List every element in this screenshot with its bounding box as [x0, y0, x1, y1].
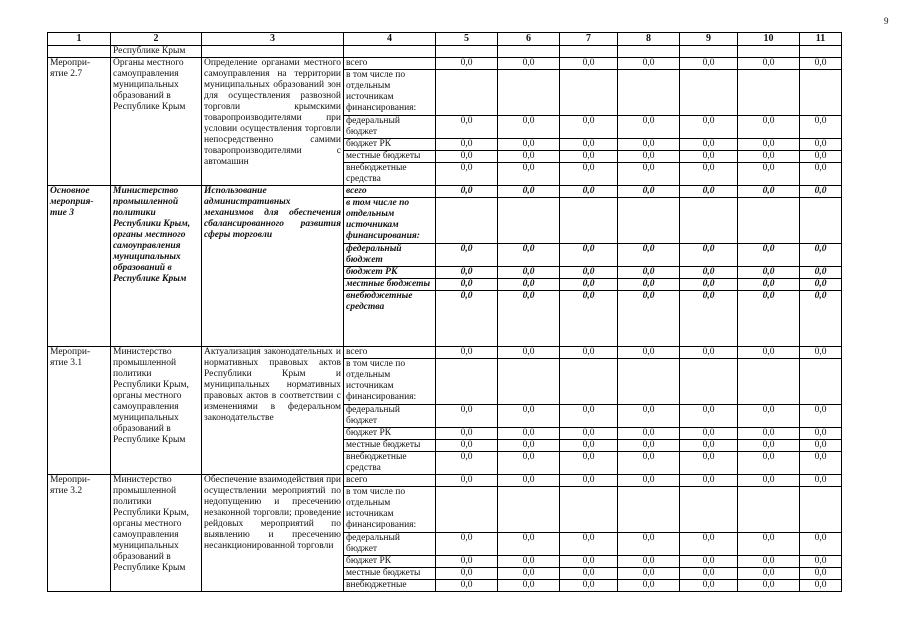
amount-cell: 0,0: [800, 163, 842, 186]
amount-cell: 0,0: [436, 244, 498, 267]
amount-cell: 0,0: [560, 347, 618, 359]
amount-cell: 0,0: [560, 116, 618, 139]
amount-cell: 0,0: [436, 428, 498, 440]
funding-source: всего: [344, 186, 436, 198]
amount-cell: 0,0: [738, 139, 800, 151]
amount-cell: 0,0: [436, 568, 498, 580]
funding-source: федеральный бюджет: [344, 116, 436, 139]
funding-source: внебюджетные средства: [344, 163, 436, 186]
amount-cell: 0,0: [436, 151, 498, 163]
amount-cell: 0,0: [800, 475, 842, 487]
event-description: Обеспечение взаимодействия при осуществлении мероприятий по недопущению и пресечению незаконной торговли; проведение рейдовых мероприятий по выявлению и пресечению несанкционированной торговли: [202, 475, 344, 592]
amount-cell: 0,0: [800, 533, 842, 556]
continuation-cell: [202, 46, 344, 58]
amount-cell: 0,0: [618, 347, 680, 359]
amount-cell: [498, 70, 560, 116]
amount-cell: 0,0: [498, 452, 560, 475]
table-row: [48, 58, 842, 70]
amount-cell: [436, 359, 498, 405]
amount-cell: 0,0: [498, 440, 560, 452]
amount-cell: 0,0: [498, 139, 560, 151]
amount-cell: 0,0: [498, 116, 560, 139]
funding-source: внебюджетные средства: [344, 452, 436, 475]
table-row: [48, 347, 842, 359]
continuation-cell: [344, 46, 436, 58]
amount-cell: [560, 359, 618, 405]
amount-cell: 0,0: [618, 163, 680, 186]
amount-cell: 0,0: [618, 244, 680, 267]
amount-cell: 0,0: [498, 186, 560, 198]
continuation-text: Республике Крым: [111, 46, 202, 58]
funding-source: местные бюджеты: [344, 151, 436, 163]
amount-cell: 0,0: [738, 116, 800, 139]
amount-cell: 0,0: [738, 291, 800, 347]
continuation-cell: [680, 46, 738, 58]
continuation-cell: [48, 46, 111, 58]
amount-cell: 0,0: [618, 533, 680, 556]
amount-cell: 0,0: [498, 267, 560, 279]
header-cell: 9: [680, 33, 738, 46]
amount-cell: 0,0: [436, 58, 498, 70]
amount-cell: 0,0: [560, 405, 618, 428]
amount-cell: 0,0: [680, 452, 738, 475]
amount-cell: 0,0: [680, 428, 738, 440]
amount-cell: 0,0: [618, 452, 680, 475]
amount-cell: 0,0: [560, 163, 618, 186]
amount-cell: 0,0: [498, 151, 560, 163]
amount-cell: 0,0: [800, 405, 842, 428]
amount-cell: 0,0: [800, 139, 842, 151]
amount-cell: 0,0: [680, 291, 738, 347]
amount-cell: 0,0: [436, 279, 498, 291]
amount-cell: [738, 70, 800, 116]
amount-cell: 0,0: [738, 580, 800, 592]
amount-cell: 0,0: [560, 428, 618, 440]
continuation-cell: [498, 46, 560, 58]
amount-cell: 0,0: [680, 405, 738, 428]
funding-source: в том числе по отдельным источникам финансирования:: [344, 198, 436, 244]
amount-cell: 0,0: [436, 580, 498, 592]
responsible-executor: Органы местного самоуправления муниципальных образований в Республике Крым: [111, 58, 202, 186]
amount-cell: 0,0: [436, 186, 498, 198]
page-number: 9: [884, 16, 889, 26]
amount-cell: 0,0: [618, 291, 680, 347]
amount-cell: 0,0: [560, 452, 618, 475]
amount-cell: [436, 198, 498, 244]
amount-cell: 0,0: [618, 440, 680, 452]
amount-cell: 0,0: [680, 139, 738, 151]
funding-source: бюджет РК: [344, 139, 436, 151]
amount-cell: 0,0: [436, 139, 498, 151]
amount-cell: 0,0: [560, 475, 618, 487]
amount-cell: 0,0: [738, 186, 800, 198]
amount-cell: [738, 487, 800, 533]
amount-cell: [680, 487, 738, 533]
event-description: Определение органами местного самоуправления на территории муниципальных образований зон для осуществления развозной торговли крымскими товаропроизводителями при условии осуществления торговли непосредственно самими товаропроизводителями с автомашин: [202, 58, 344, 186]
amount-cell: 0,0: [498, 163, 560, 186]
amount-cell: 0,0: [618, 186, 680, 198]
continuation-cell: [800, 46, 842, 58]
amount-cell: 0,0: [560, 533, 618, 556]
amount-cell: [800, 70, 842, 116]
amount-cell: 0,0: [436, 116, 498, 139]
header-cell: 1: [48, 33, 111, 46]
amount-cell: [618, 198, 680, 244]
amount-cell: 0,0: [680, 244, 738, 267]
amount-cell: [800, 359, 842, 405]
amount-cell: [680, 70, 738, 116]
amount-cell: 0,0: [680, 556, 738, 568]
amount-cell: 0,0: [800, 186, 842, 198]
amount-cell: 0,0: [560, 186, 618, 198]
amount-cell: 0,0: [800, 279, 842, 291]
amount-cell: 0,0: [738, 347, 800, 359]
funding-source: в том числе по отдельным источникам финансирования:: [344, 487, 436, 533]
financing-table: [47, 32, 842, 592]
amount-cell: 0,0: [498, 568, 560, 580]
event-description: Использование административных механизмов для обеспечения сбалансированного развития сферы торговли: [202, 186, 344, 347]
amount-cell: [618, 359, 680, 405]
event-number: Основное мероприя- тие 3: [48, 186, 111, 347]
amount-cell: [498, 359, 560, 405]
funding-source: местные бюджеты: [344, 440, 436, 452]
amount-cell: 0,0: [436, 405, 498, 428]
amount-cell: 0,0: [560, 58, 618, 70]
amount-cell: 0,0: [800, 267, 842, 279]
amount-cell: 0,0: [436, 452, 498, 475]
amount-cell: 0,0: [738, 405, 800, 428]
amount-cell: 0,0: [680, 440, 738, 452]
funding-source: федеральный бюджет: [344, 244, 436, 267]
amount-cell: [498, 487, 560, 533]
amount-cell: [680, 359, 738, 405]
funding-source: бюджет РК: [344, 556, 436, 568]
amount-cell: 0,0: [436, 163, 498, 186]
amount-cell: 0,0: [680, 568, 738, 580]
amount-cell: 0,0: [738, 475, 800, 487]
amount-cell: 0,0: [436, 533, 498, 556]
funding-source: всего: [344, 58, 436, 70]
amount-cell: 0,0: [800, 440, 842, 452]
amount-cell: 0,0: [560, 244, 618, 267]
continuation-cell: [738, 46, 800, 58]
amount-cell: 0,0: [618, 116, 680, 139]
amount-cell: 0,0: [618, 267, 680, 279]
amount-cell: 0,0: [560, 556, 618, 568]
amount-cell: 0,0: [618, 139, 680, 151]
amount-cell: 0,0: [560, 580, 618, 592]
amount-cell: 0,0: [498, 475, 560, 487]
amount-cell: 0,0: [618, 428, 680, 440]
header-cell: 2: [111, 33, 202, 46]
amount-cell: [680, 198, 738, 244]
amount-cell: [800, 198, 842, 244]
table-row: [48, 475, 842, 487]
funding-source: внебюджетные средства: [344, 291, 436, 347]
amount-cell: 0,0: [560, 139, 618, 151]
amount-cell: [618, 70, 680, 116]
amount-cell: 0,0: [618, 580, 680, 592]
amount-cell: 0,0: [618, 475, 680, 487]
header-cell: 4: [344, 33, 436, 46]
continuation-cell: [560, 46, 618, 58]
amount-cell: 0,0: [498, 405, 560, 428]
amount-cell: 0,0: [800, 244, 842, 267]
amount-cell: 0,0: [618, 151, 680, 163]
amount-cell: 0,0: [680, 163, 738, 186]
amount-cell: [738, 359, 800, 405]
amount-cell: 0,0: [680, 186, 738, 198]
amount-cell: 0,0: [800, 428, 842, 440]
amount-cell: 0,0: [618, 58, 680, 70]
funding-source: федеральный бюджет: [344, 533, 436, 556]
amount-cell: 0,0: [738, 452, 800, 475]
amount-cell: 0,0: [560, 151, 618, 163]
amount-cell: [436, 487, 498, 533]
amount-cell: 0,0: [560, 291, 618, 347]
amount-cell: 0,0: [498, 244, 560, 267]
amount-cell: 0,0: [738, 568, 800, 580]
event-number: Меропри- ятие 3.2: [48, 475, 111, 592]
amount-cell: 0,0: [680, 151, 738, 163]
funding-source: бюджет РК: [344, 428, 436, 440]
responsible-executor: Министерство промышленной политики Республики Крым, органы местного самоуправления муниципальных образований в Республике Крым: [111, 475, 202, 592]
funding-source: местные бюджеты: [344, 568, 436, 580]
amount-cell: [560, 198, 618, 244]
header-cell: 10: [738, 33, 800, 46]
amount-cell: 0,0: [738, 58, 800, 70]
amount-cell: 0,0: [560, 440, 618, 452]
amount-cell: [800, 487, 842, 533]
amount-cell: 0,0: [436, 556, 498, 568]
responsible-executor: Министерство промышленной политики Республики Крым, органы местного самоуправления муниципальных образований в Республике Крым: [111, 186, 202, 347]
amount-cell: 0,0: [680, 58, 738, 70]
header-cell: 6: [498, 33, 560, 46]
amount-cell: 0,0: [680, 533, 738, 556]
amount-cell: 0,0: [680, 267, 738, 279]
amount-cell: 0,0: [436, 291, 498, 347]
funding-source: в том числе по отдельным источникам финансирования:: [344, 359, 436, 405]
funding-source: всего: [344, 347, 436, 359]
header-cell: 3: [202, 33, 344, 46]
amount-cell: 0,0: [680, 580, 738, 592]
amount-cell: [618, 487, 680, 533]
amount-cell: 0,0: [618, 279, 680, 291]
continuation-row: [48, 46, 842, 58]
funding-source: внебюджетные: [344, 580, 436, 592]
amount-cell: 0,0: [738, 556, 800, 568]
funding-source: местные бюджеты: [344, 279, 436, 291]
amount-cell: 0,0: [436, 347, 498, 359]
amount-cell: 0,0: [560, 568, 618, 580]
amount-cell: 0,0: [680, 347, 738, 359]
amount-cell: 0,0: [498, 279, 560, 291]
event-description: Актуализация законодательных и нормативных правовых актов Республики Крым и муниципальных нормативных правовых актов в соответствии с изменениями в федеральном законодательстве: [202, 347, 344, 475]
funding-source: в том числе по отдельным источникам финансирования:: [344, 70, 436, 116]
amount-cell: 0,0: [800, 568, 842, 580]
amount-cell: 0,0: [680, 116, 738, 139]
amount-cell: 0,0: [498, 556, 560, 568]
header-cell: 11: [800, 33, 842, 46]
funding-source: бюджет РК: [344, 267, 436, 279]
amount-cell: 0,0: [618, 556, 680, 568]
amount-cell: 0,0: [560, 279, 618, 291]
amount-cell: 0,0: [498, 533, 560, 556]
funding-source: федеральный бюджет: [344, 405, 436, 428]
amount-cell: 0,0: [738, 533, 800, 556]
header-cell: 7: [560, 33, 618, 46]
responsible-executor: Министерство промышленной политики Республики Крым, органы местного самоуправления муниципальных образований в Республике Крым: [111, 347, 202, 475]
continuation-cell: [618, 46, 680, 58]
amount-cell: 0,0: [436, 440, 498, 452]
amount-cell: 0,0: [800, 58, 842, 70]
amount-cell: 0,0: [738, 440, 800, 452]
amount-cell: [560, 70, 618, 116]
amount-cell: 0,0: [738, 163, 800, 186]
amount-cell: 0,0: [800, 556, 842, 568]
event-number: Меропри- ятие 3.1: [48, 347, 111, 475]
amount-cell: 0,0: [738, 244, 800, 267]
amount-cell: [498, 198, 560, 244]
event-number: Меропри- ятие 2.7: [48, 58, 111, 186]
amount-cell: 0,0: [800, 291, 842, 347]
amount-cell: 0,0: [738, 279, 800, 291]
amount-cell: 0,0: [436, 267, 498, 279]
funding-source: всего: [344, 475, 436, 487]
amount-cell: 0,0: [436, 475, 498, 487]
amount-cell: 0,0: [498, 291, 560, 347]
amount-cell: 0,0: [800, 151, 842, 163]
amount-cell: 0,0: [800, 116, 842, 139]
amount-cell: 0,0: [680, 475, 738, 487]
amount-cell: [560, 487, 618, 533]
amount-cell: 0,0: [800, 347, 842, 359]
continuation-cell: [436, 46, 498, 58]
amount-cell: [738, 198, 800, 244]
amount-cell: 0,0: [680, 279, 738, 291]
amount-cell: 0,0: [738, 428, 800, 440]
amount-cell: 0,0: [618, 568, 680, 580]
amount-cell: 0,0: [560, 267, 618, 279]
header-cell: 8: [618, 33, 680, 46]
amount-cell: 0,0: [498, 428, 560, 440]
amount-cell: 0,0: [498, 347, 560, 359]
amount-cell: 0,0: [800, 580, 842, 592]
amount-cell: 0,0: [738, 151, 800, 163]
amount-cell: 0,0: [498, 58, 560, 70]
header-cell: 5: [436, 33, 498, 46]
amount-cell: 0,0: [738, 267, 800, 279]
amount-cell: 0,0: [800, 452, 842, 475]
amount-cell: 0,0: [498, 580, 560, 592]
header-row: [48, 33, 842, 46]
amount-cell: [436, 70, 498, 116]
table-row: [48, 186, 842, 198]
amount-cell: 0,0: [618, 405, 680, 428]
